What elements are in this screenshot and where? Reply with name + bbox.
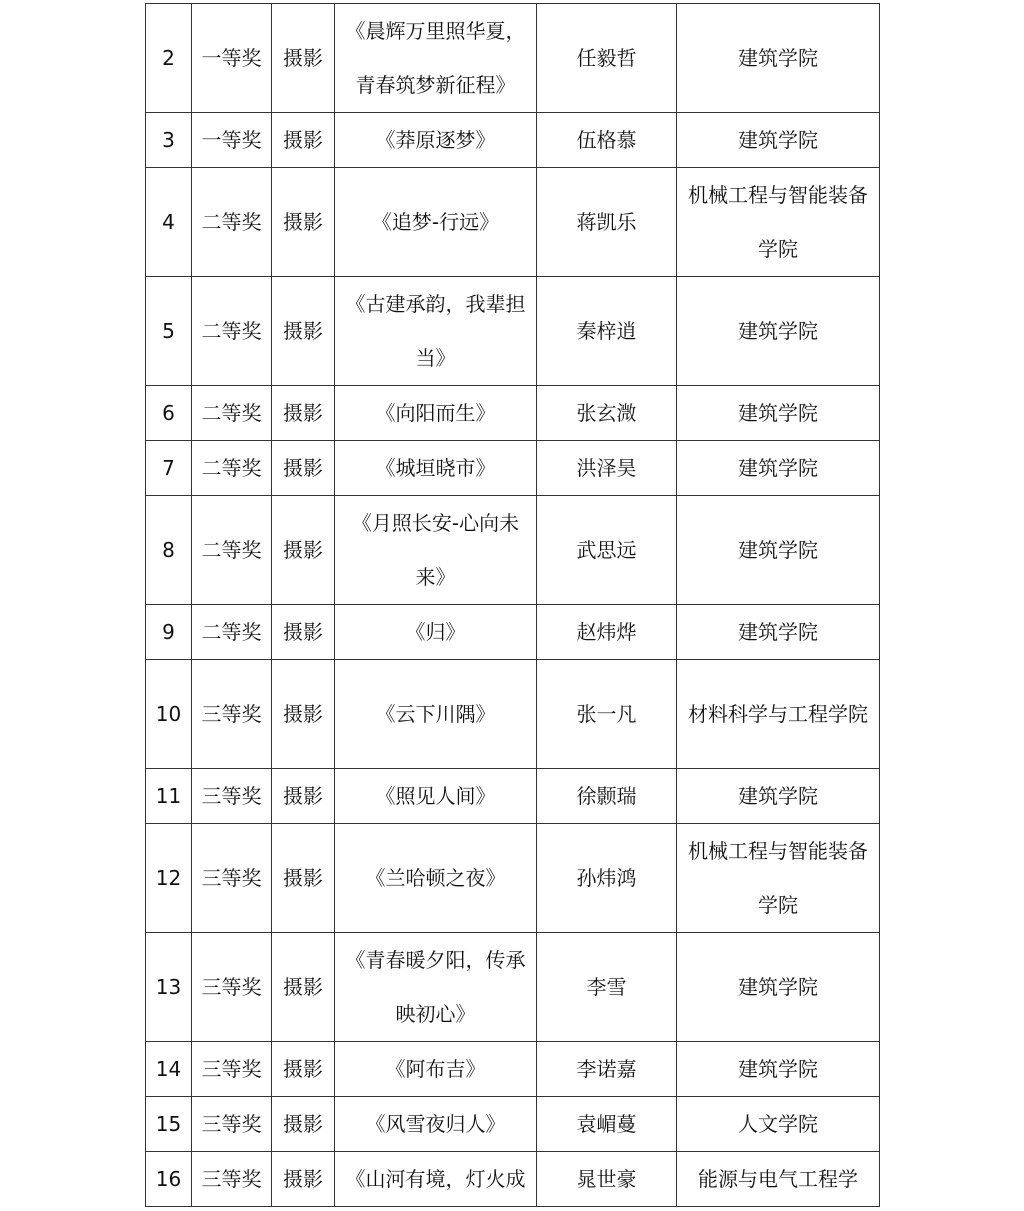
award-level: 二等奖 bbox=[192, 441, 272, 496]
school-name: 建筑学院 bbox=[677, 277, 880, 386]
row-number: 2 bbox=[146, 4, 192, 113]
row-number: 11 bbox=[146, 769, 192, 824]
category: 摄影 bbox=[272, 1042, 335, 1097]
author-name: 李雪 bbox=[537, 933, 677, 1042]
award-level: 一等奖 bbox=[192, 4, 272, 113]
table-row bbox=[146, 1097, 880, 1152]
author-name: 武思远 bbox=[537, 496, 677, 605]
row-number: 15 bbox=[146, 1097, 192, 1152]
category: 摄影 bbox=[272, 660, 335, 769]
work-title: 《莽原逐梦》 bbox=[335, 113, 537, 168]
row-number: 9 bbox=[146, 605, 192, 660]
category: 摄影 bbox=[272, 4, 335, 113]
award-level: 二等奖 bbox=[192, 605, 272, 660]
category: 摄影 bbox=[272, 496, 335, 605]
school-name: 建筑学院 bbox=[677, 1042, 880, 1097]
work-title: 《晨辉万里照华夏，青春筑梦新征程》 bbox=[335, 4, 537, 113]
work-title: 《古建承韵，我辈担当》 bbox=[335, 277, 537, 386]
table-row bbox=[146, 824, 880, 933]
row-number: 6 bbox=[146, 386, 192, 441]
author-name: 任毅哲 bbox=[537, 4, 677, 113]
row-number: 4 bbox=[146, 168, 192, 277]
category: 摄影 bbox=[272, 277, 335, 386]
author-name: 晁世豪 bbox=[537, 1152, 677, 1207]
school-name: 建筑学院 bbox=[677, 113, 880, 168]
school-name: 能源与电气工程学 bbox=[677, 1152, 880, 1207]
table-row bbox=[146, 441, 880, 496]
author-name: 伍格慕 bbox=[537, 113, 677, 168]
table-row bbox=[146, 277, 880, 386]
school-name: 建筑学院 bbox=[677, 933, 880, 1042]
table-row bbox=[146, 660, 880, 769]
award-level: 三等奖 bbox=[192, 1042, 272, 1097]
award-level: 三等奖 bbox=[192, 824, 272, 933]
award-level: 三等奖 bbox=[192, 933, 272, 1042]
work-title: 《归》 bbox=[335, 605, 537, 660]
school-name: 材料科学与工程学院 bbox=[677, 660, 880, 769]
category: 摄影 bbox=[272, 1097, 335, 1152]
table-row bbox=[146, 1152, 880, 1207]
school-name: 机械工程与智能装备学院 bbox=[677, 168, 880, 277]
school-name: 建筑学院 bbox=[677, 496, 880, 605]
category: 摄影 bbox=[272, 1152, 335, 1207]
row-number: 5 bbox=[146, 277, 192, 386]
work-title: 《山河有境，灯火成 bbox=[335, 1152, 537, 1207]
row-number: 8 bbox=[146, 496, 192, 605]
table-row bbox=[146, 168, 880, 277]
school-name: 建筑学院 bbox=[677, 4, 880, 113]
row-number: 7 bbox=[146, 441, 192, 496]
work-title: 《青春暖夕阳，传承映初心》 bbox=[335, 933, 537, 1042]
school-name: 人文学院 bbox=[677, 1097, 880, 1152]
category: 摄影 bbox=[272, 769, 335, 824]
work-title: 《风雪夜归人》 bbox=[335, 1097, 537, 1152]
author-name: 洪泽昊 bbox=[537, 441, 677, 496]
row-number: 10 bbox=[146, 660, 192, 769]
award-level: 二等奖 bbox=[192, 168, 272, 277]
category: 摄影 bbox=[272, 605, 335, 660]
table-row bbox=[146, 933, 880, 1042]
table-row bbox=[146, 386, 880, 441]
work-title: 《照见人间》 bbox=[335, 769, 537, 824]
author-name: 徐颢瑞 bbox=[537, 769, 677, 824]
work-title: 《追梦-行远》 bbox=[335, 168, 537, 277]
award-level: 一等奖 bbox=[192, 113, 272, 168]
category: 摄影 bbox=[272, 824, 335, 933]
award-level: 三等奖 bbox=[192, 1097, 272, 1152]
school-name: 建筑学院 bbox=[677, 769, 880, 824]
row-number: 14 bbox=[146, 1042, 192, 1097]
table-row bbox=[146, 4, 880, 113]
work-title: 《兰哈顿之夜》 bbox=[335, 824, 537, 933]
awards-table bbox=[145, 3, 880, 1207]
work-title: 《阿布吉》 bbox=[335, 1042, 537, 1097]
row-number: 12 bbox=[146, 824, 192, 933]
award-level: 二等奖 bbox=[192, 277, 272, 386]
category: 摄影 bbox=[272, 168, 335, 277]
author-name: 孙炜鸿 bbox=[537, 824, 677, 933]
table-row bbox=[146, 1042, 880, 1097]
award-level: 三等奖 bbox=[192, 769, 272, 824]
table-row bbox=[146, 113, 880, 168]
work-title: 《月照长安-心向未来》 bbox=[335, 496, 537, 605]
award-level: 二等奖 bbox=[192, 386, 272, 441]
award-level: 二等奖 bbox=[192, 496, 272, 605]
school-name: 机械工程与智能装备学院 bbox=[677, 824, 880, 933]
author-name: 李诺嘉 bbox=[537, 1042, 677, 1097]
table-row bbox=[146, 496, 880, 605]
row-number: 3 bbox=[146, 113, 192, 168]
author-name: 蒋凯乐 bbox=[537, 168, 677, 277]
award-level: 三等奖 bbox=[192, 1152, 272, 1207]
author-name: 张一凡 bbox=[537, 660, 677, 769]
school-name: 建筑学院 bbox=[677, 441, 880, 496]
author-name: 赵炜烨 bbox=[537, 605, 677, 660]
work-title: 《云下川隅》 bbox=[335, 660, 537, 769]
table-row bbox=[146, 769, 880, 824]
work-title: 《城垣晓市》 bbox=[335, 441, 537, 496]
author-name: 袁嵋蔓 bbox=[537, 1097, 677, 1152]
school-name: 建筑学院 bbox=[677, 605, 880, 660]
table-row bbox=[146, 605, 880, 660]
award-level: 三等奖 bbox=[192, 660, 272, 769]
category: 摄影 bbox=[272, 113, 335, 168]
work-title: 《向阳而生》 bbox=[335, 386, 537, 441]
author-name: 张玄溦 bbox=[537, 386, 677, 441]
category: 摄影 bbox=[272, 441, 335, 496]
school-name: 建筑学院 bbox=[677, 386, 880, 441]
author-name: 秦梓逍 bbox=[537, 277, 677, 386]
category: 摄影 bbox=[272, 386, 335, 441]
category: 摄影 bbox=[272, 933, 335, 1042]
row-number: 16 bbox=[146, 1152, 192, 1207]
row-number: 13 bbox=[146, 933, 192, 1042]
